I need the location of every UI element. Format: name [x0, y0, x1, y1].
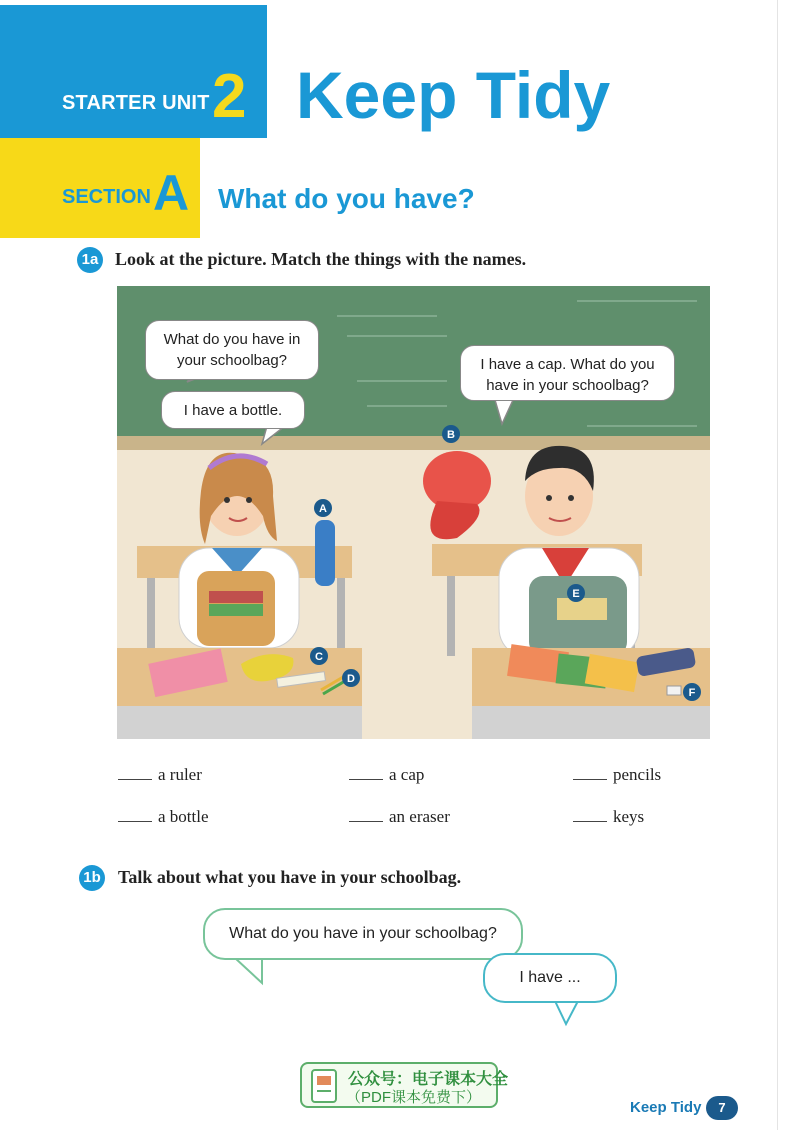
svg-text:C: C: [315, 651, 323, 663]
match-item: a cap: [349, 764, 424, 785]
match-item: pencils: [573, 764, 661, 785]
page-number: 7: [706, 1096, 738, 1120]
boy-answer-bubble: I have a cap. What do you have in your schoolbag?: [460, 345, 675, 401]
svg-text:D: D: [347, 673, 355, 685]
svg-text:E: E: [572, 588, 580, 600]
girl-answer-bubble: I have a bottle.: [161, 391, 305, 429]
match-item: an eraser: [349, 806, 450, 827]
match-item: a ruler: [118, 764, 202, 785]
activity-1b-badge: 1b: [79, 865, 105, 891]
match-item: a bottle: [118, 806, 209, 827]
section-letter: A: [153, 165, 190, 221]
section-title: What do you have?: [218, 183, 475, 214]
match-item: keys: [573, 806, 644, 827]
girl-question-bubble: What do you have in your schoolbag?: [145, 320, 319, 380]
footer-title: Keep Tidy: [630, 1099, 702, 1116]
book-icon: [310, 1067, 340, 1105]
activity-1a-instruction: Look at the picture. Match the things with the names.: [115, 249, 527, 269]
talk-answer-bubble: I have ...: [483, 953, 617, 1003]
svg-text:F: F: [688, 687, 696, 699]
unit-label: STARTER UNIT: [62, 92, 210, 114]
svg-text:B: B: [447, 429, 455, 441]
talk-question-bubble: What do you have in your schoolbag?: [203, 908, 523, 960]
watermark-line1: 公众号：电子课本大全: [348, 1071, 509, 1088]
watermark-line2: （PDF课本免费下）: [346, 1089, 482, 1106]
svg-text:A: A: [319, 503, 327, 515]
unit-title: Keep Tidy: [296, 58, 611, 132]
activity-1b-instruction: Talk about what you have in your schoolbag.: [118, 867, 462, 887]
unit-number: 2: [212, 62, 247, 131]
section-label: SECTION: [62, 186, 151, 208]
activity-1a-badge: 1a: [77, 247, 103, 273]
